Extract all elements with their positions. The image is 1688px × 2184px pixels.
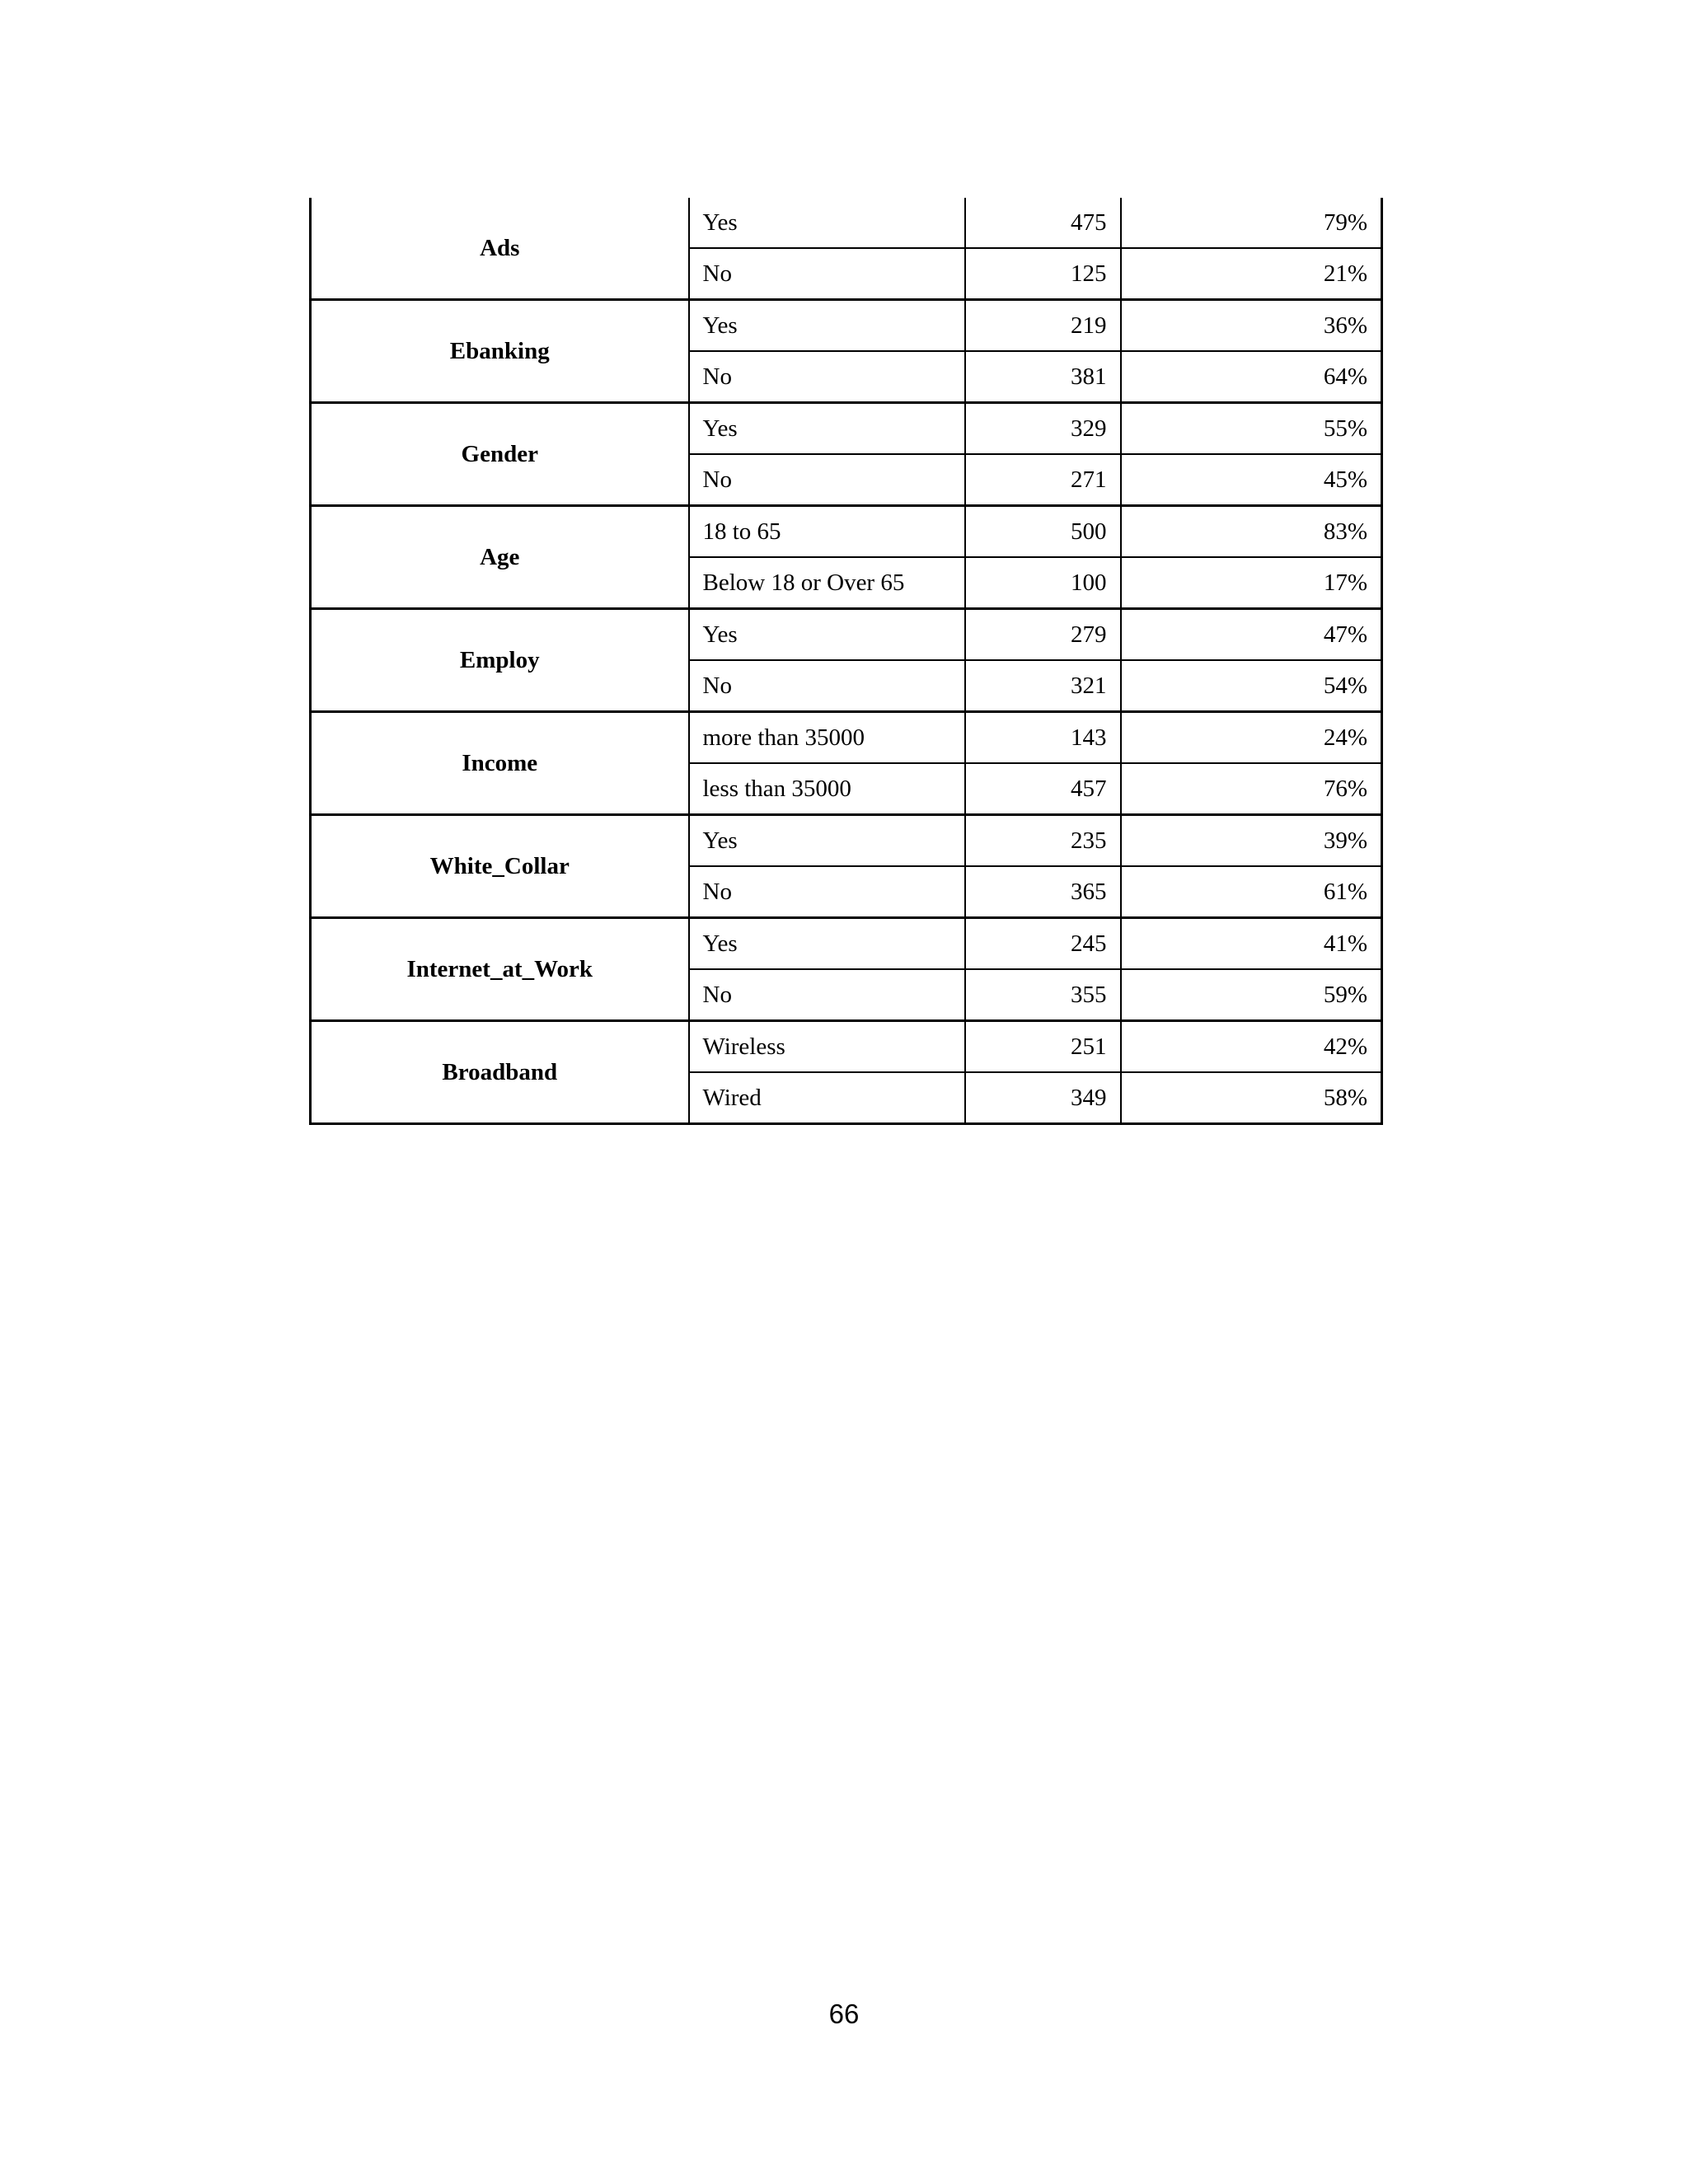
count-cell: 271 bbox=[965, 454, 1121, 506]
category-cell: Wired bbox=[689, 1072, 965, 1124]
count-cell: 143 bbox=[965, 712, 1121, 764]
category-cell: Yes bbox=[689, 403, 965, 455]
count-cell: 219 bbox=[965, 300, 1121, 352]
variable-name-cell: Income bbox=[311, 712, 689, 815]
category-cell: No bbox=[689, 454, 965, 506]
count-cell: 321 bbox=[965, 660, 1121, 712]
category-cell: Yes bbox=[689, 300, 965, 352]
percent-cell: 24% bbox=[1121, 712, 1382, 764]
percent-cell: 42% bbox=[1121, 1021, 1382, 1073]
count-cell: 251 bbox=[965, 1021, 1121, 1073]
variable-name-cell: Ebanking bbox=[311, 300, 689, 403]
count-cell: 457 bbox=[965, 763, 1121, 815]
variable-name-cell: Gender bbox=[311, 403, 689, 506]
percent-cell: 76% bbox=[1121, 763, 1382, 815]
percent-cell: 21% bbox=[1121, 248, 1382, 300]
percent-cell: 17% bbox=[1121, 557, 1382, 609]
category-cell: Yes bbox=[689, 609, 965, 661]
count-cell: 365 bbox=[965, 866, 1121, 918]
category-cell: No bbox=[689, 351, 965, 403]
table-row bbox=[311, 403, 1382, 455]
category-cell: Wireless bbox=[689, 1021, 965, 1073]
table-row bbox=[311, 1021, 1382, 1073]
category-cell: Yes bbox=[689, 815, 965, 867]
percent-cell: 61% bbox=[1121, 866, 1382, 918]
variable-name-cell: Broadband bbox=[311, 1021, 689, 1124]
frequency-table-container bbox=[309, 198, 1381, 1125]
variable-name-cell: Age bbox=[311, 506, 689, 609]
count-cell: 245 bbox=[965, 918, 1121, 970]
category-cell: more than 35000 bbox=[689, 712, 965, 764]
percent-cell: 79% bbox=[1121, 198, 1382, 248]
count-cell: 100 bbox=[965, 557, 1121, 609]
percent-cell: 39% bbox=[1121, 815, 1382, 867]
table-row bbox=[311, 506, 1382, 558]
category-cell: Yes bbox=[689, 198, 965, 248]
variable-name-cell: Employ bbox=[311, 609, 689, 712]
page-number: 66 bbox=[828, 1999, 860, 2029]
percent-cell: 59% bbox=[1121, 969, 1382, 1021]
count-cell: 329 bbox=[965, 403, 1121, 455]
percent-cell: 45% bbox=[1121, 454, 1382, 506]
variable-name-cell: Ads bbox=[311, 198, 689, 300]
category-cell: No bbox=[689, 660, 965, 712]
table-row bbox=[311, 815, 1382, 867]
table-row bbox=[311, 609, 1382, 661]
table-row bbox=[311, 198, 1382, 248]
variable-name-cell: White_Collar bbox=[311, 815, 689, 918]
table-row bbox=[311, 712, 1382, 764]
percent-cell: 36% bbox=[1121, 300, 1382, 352]
percent-cell: 54% bbox=[1121, 660, 1382, 712]
count-cell: 500 bbox=[965, 506, 1121, 558]
percent-cell: 64% bbox=[1121, 351, 1382, 403]
percent-cell: 55% bbox=[1121, 403, 1382, 455]
category-cell: Yes bbox=[689, 918, 965, 970]
category-cell: No bbox=[689, 969, 965, 1021]
percent-cell: 47% bbox=[1121, 609, 1382, 661]
category-cell: No bbox=[689, 248, 965, 300]
percent-cell: 83% bbox=[1121, 506, 1382, 558]
count-cell: 349 bbox=[965, 1072, 1121, 1124]
count-cell: 235 bbox=[965, 815, 1121, 867]
count-cell: 355 bbox=[965, 969, 1121, 1021]
count-cell: 381 bbox=[965, 351, 1121, 403]
percent-cell: 58% bbox=[1121, 1072, 1382, 1124]
table-row bbox=[311, 300, 1382, 352]
count-cell: 279 bbox=[965, 609, 1121, 661]
variable-name-cell: Internet_at_Work bbox=[311, 918, 689, 1021]
category-cell: No bbox=[689, 866, 965, 918]
category-cell: Below 18 or Over 65 bbox=[689, 557, 965, 609]
category-cell: 18 to 65 bbox=[689, 506, 965, 558]
category-cell: less than 35000 bbox=[689, 763, 965, 815]
count-cell: 125 bbox=[965, 248, 1121, 300]
count-cell: 475 bbox=[965, 198, 1121, 248]
percent-cell: 41% bbox=[1121, 918, 1382, 970]
table-row bbox=[311, 918, 1382, 970]
frequency-table bbox=[309, 198, 1383, 1125]
